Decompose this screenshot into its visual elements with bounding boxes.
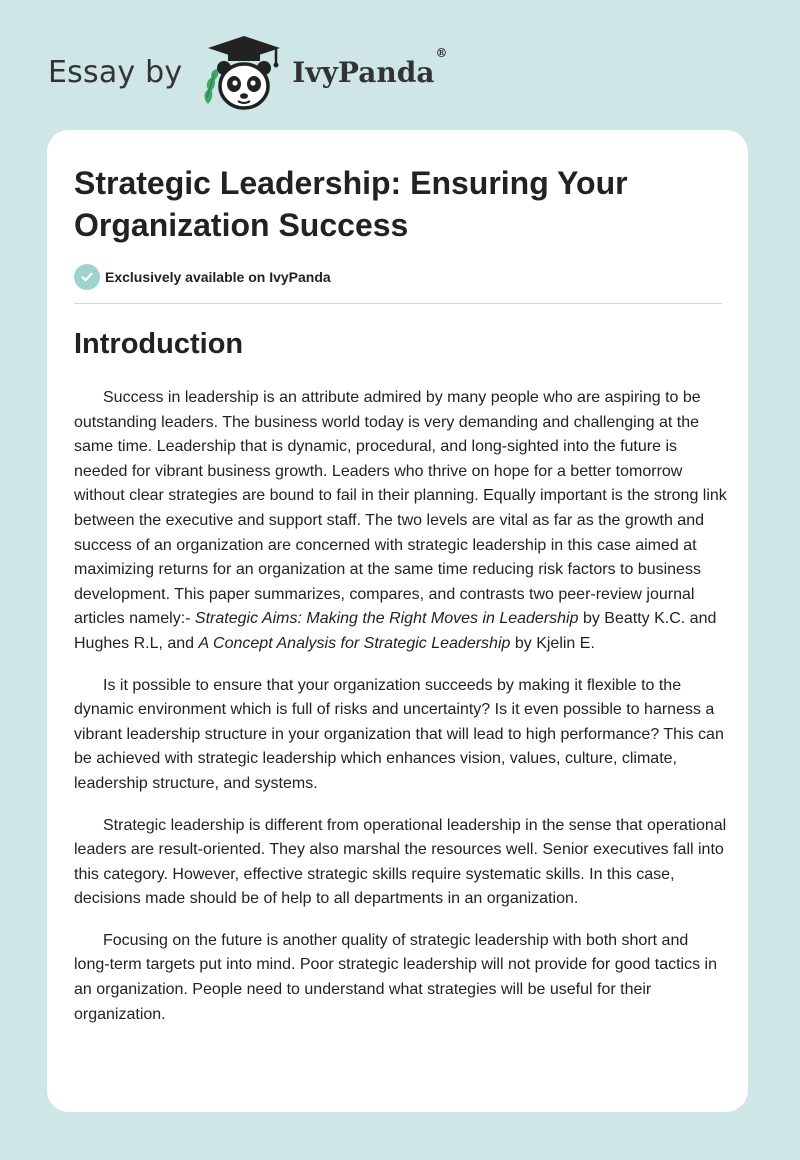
body-paragraph	[74, 674, 728, 797]
paragraph-text: Focusing on the future is another quality of strategic leadership with both short and long-term targets put into mind. Poor strategic leadership will not provide for good tactics in an organization. People need to understand what strategies will be useful for their organization.	[74, 931, 717, 1023]
brand-name	[292, 46, 448, 89]
essay-title: Strategic Leadership: Ensuring Your Organization Success	[74, 165, 628, 243]
section-heading: Introduction	[74, 328, 244, 360]
paragraph-text: by Kjelin E.	[510, 634, 595, 652]
badge-label: Exclusively available on IvyPanda	[105, 269, 331, 285]
paragraph-text: by Beatty K.C. and Hughes R.L, and	[74, 610, 717, 652]
cited-article-title: A Concept Analysis for Strategic Leadership	[198, 634, 511, 652]
panda-logo-icon	[194, 34, 288, 110]
paragraph-text: Is it possible to ensure that your organization succeeds by making it flexible to the dynamic environment which is full of risks and uncertainty? Is it even possible to harness a vibrant leadership structure in your organization that will lead to high performance? This can be achieved with strategic leadership which enhances vision, values, culture, climate, leadership structure, and systems.	[74, 676, 724, 792]
registered-mark: ®	[435, 46, 448, 61]
essay-card	[47, 130, 748, 1112]
essay-by-label: Essay by	[48, 54, 183, 90]
essay-body	[74, 386, 728, 1044]
paragraph-text: Strategic leadership is different from operational leadership in the sense that operational leaders are result-oriented. They also marshal the resources well. Senior executives fall into this category. However, effective strategic skills require systematic skills. In this case, decisions made should be of help to all departments in an organization.	[74, 816, 727, 908]
brand-text: IvyPanda	[292, 55, 435, 89]
title-divider	[74, 303, 722, 304]
paragraph-text: Success in leadership is an attribute admired by many people who are aspiring to be outstanding leaders. The business world today is very demanding and challenging at the same time. Leadership that is dynamic, procedural, and long-sighted into the future is needed for vibrant business growth. Leaders who thrive on hope for a better tomorrow without clear strategies are bound to fail in their planning. Equally important is the strong link between the executive and support staff. The two levels are vital as far as the growth and success of an organization are concerned with strategic leadership in this case aimed at maximizing returns for an organization at the same time reducing risk factors to business development. This paper summarizes, compares, and contrasts two peer-review journal articles namely:-	[74, 389, 727, 628]
check-circle-icon	[74, 264, 100, 290]
site-header	[48, 34, 447, 110]
body-paragraph	[74, 386, 728, 657]
cited-article-title: Strategic Aims: Making the Right Moves in Leadership	[194, 610, 579, 628]
body-paragraph	[74, 814, 728, 912]
exclusive-badge	[74, 264, 331, 290]
body-paragraph	[74, 929, 728, 1027]
